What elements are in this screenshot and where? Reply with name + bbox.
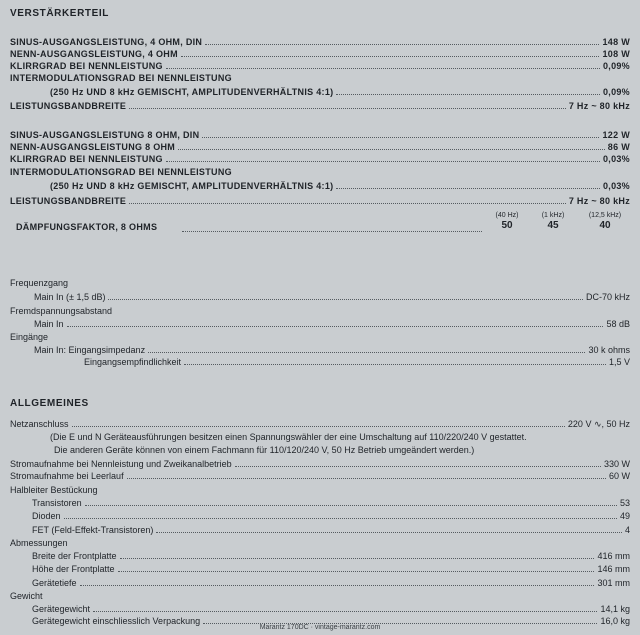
section-heading-amplifier: VERSTÄRKERTEIL — [10, 8, 109, 19]
spec-row — [10, 550, 630, 562]
spec-row — [10, 497, 630, 509]
spec-label: Fremdspannungsabstand — [10, 306, 113, 316]
spec-label: Gerätegewicht einschliesslich Verpackung — [32, 616, 201, 626]
spec-label: KLIRRGRAD BEI NENNLEISTUNG — [10, 154, 163, 164]
spec-value: DC-70 kHz — [585, 292, 630, 302]
spec-row — [10, 470, 630, 482]
spec-label: Breite der Frontplatte — [32, 551, 117, 561]
spec-row — [10, 86, 630, 98]
spec-value: 0,03% — [602, 154, 630, 164]
spec-row — [10, 590, 630, 602]
spec-row — [10, 318, 630, 330]
spec-row — [10, 153, 630, 165]
spec-value: 60 W — [608, 471, 630, 481]
spec-label: Main In — [34, 319, 64, 329]
page-footer: Marantz 170DC · vintage-marantz.com — [259, 624, 381, 631]
spec-label: Gerätetiefe — [32, 578, 77, 588]
spec-value: 330 W — [603, 459, 630, 469]
damping-value: 40 — [599, 220, 611, 231]
spec-label: KLIRRGRAD BEI NENNLEISTUNG — [10, 61, 163, 71]
note-line — [54, 444, 630, 456]
spec-value: 30 k ohms — [588, 345, 630, 355]
spec-label: Dioden — [32, 511, 61, 521]
spec-value: 301 mm — [597, 578, 630, 588]
spec-value: 0,09% — [602, 87, 630, 97]
spec-row — [10, 418, 630, 430]
spec-row — [10, 510, 630, 522]
spec-row — [10, 180, 630, 192]
spec-label: Eingangsempfindlichkeit — [84, 357, 182, 367]
spec-row — [10, 195, 630, 207]
spec-value: 7 Hz ~ 80 kHz — [568, 196, 630, 206]
damping-col-40hz — [482, 212, 532, 231]
spec-value: 86 W — [607, 142, 630, 152]
spec-row — [10, 577, 630, 589]
spec-row — [10, 72, 630, 84]
spec-value: 220 V ∿, 50 Hz — [567, 419, 630, 429]
spec-value: 0,09% — [602, 61, 630, 71]
spec-value: 0,03% — [602, 181, 630, 191]
spec-label: NENN-AUSGANGSLEISTUNG, 4 OHM — [10, 49, 178, 59]
spec-value: 122 W — [602, 130, 630, 140]
spec-label: Transistoren — [32, 498, 82, 508]
damping-value: 45 — [547, 220, 559, 231]
spec-label: NENN-AUSGANGSLEISTUNG 8 OHM — [10, 142, 176, 152]
spec-label: Höhe der Frontplatte — [32, 564, 115, 574]
spec-row — [10, 603, 630, 615]
spec-value: 7 Hz ~ 80 kHz — [568, 101, 630, 111]
damping-freq: (12,5 kHz) — [588, 212, 622, 219]
spec-label: Netzanschluss — [10, 419, 69, 429]
spec-row — [10, 524, 630, 536]
spec-label: Stromaufnahme bei Nennleistung und Zweikanalbetrieb — [10, 459, 232, 469]
damping-value: 50 — [501, 220, 513, 231]
note-text: (Die E und N Geräteausführungen besitzen einen Spannungswähler der eine Umschaltung auf 110/220/240 V gestattet. — [50, 432, 527, 442]
spec-label: (250 Hz UND 8 kHz GEMISCHT, AMPLITUDENVERHÄLTNIS 4:1) — [50, 181, 334, 191]
spec-label: Eingänge — [10, 332, 49, 342]
spec-row — [10, 458, 630, 470]
note-line — [50, 431, 630, 443]
spec-value: 16,0 kg — [600, 616, 630, 626]
spec-row — [10, 484, 630, 496]
spec-label: Main In: Eingangsimpedanz — [34, 345, 146, 355]
spec-row — [10, 48, 630, 60]
spec-label: FET (Feld-Effekt-Transistoren) — [32, 525, 154, 535]
spec-row — [10, 36, 630, 48]
spec-value: 1,5 V — [608, 357, 630, 367]
spec-row — [10, 537, 630, 549]
spec-label: LEISTUNGSBANDBREITE — [10, 101, 127, 111]
spec-value: 58 dB — [606, 319, 630, 329]
spec-label: INTERMODULATIONSGRAD BEI NENNLEISTUNG — [10, 73, 232, 83]
damping-col-12khz — [580, 212, 630, 231]
spec-value: 108 W — [602, 49, 630, 59]
spec-label: Gewicht — [10, 591, 43, 601]
spec-row — [10, 344, 630, 356]
spec-value: 148 W — [602, 37, 630, 47]
damping-freq: (40 Hz) — [495, 212, 519, 219]
spec-value: 14,1 kg — [600, 604, 630, 614]
section-heading-general: ALLGEMEINES — [10, 398, 89, 409]
spec-label: Gerätegewicht — [32, 604, 91, 614]
note-text: Die anderen Geräte können von einem Fachmann für 110/120/240 V, 50 Hz Betrieb umgeändert werden.) — [54, 445, 475, 455]
damping-freq: (1 kHz) — [541, 212, 565, 219]
spec-value: 146 mm — [597, 564, 630, 574]
spec-label: SINUS-AUSGANGSLEISTUNG 8 OHM, DIN — [10, 130, 200, 140]
spec-label: LEISTUNGSBANDBREITE — [10, 196, 127, 206]
spec-row — [10, 305, 630, 317]
spec-value: 53 — [619, 498, 630, 508]
spec-row — [10, 166, 630, 178]
damping-col-1khz — [528, 212, 578, 231]
spec-value: 416 mm — [597, 551, 630, 561]
spec-label: (250 Hz UND 8 kHz GEMISCHT, AMPLITUDENVERHÄLTNIS 4:1) — [50, 87, 334, 97]
spec-value: 49 — [619, 511, 630, 521]
spec-label: Frequenzgang — [10, 278, 69, 288]
spec-row — [10, 141, 630, 153]
spec-label: Main In (± 1,5 dB) — [34, 292, 106, 302]
spec-row — [10, 563, 630, 575]
spec-value: 4 — [624, 525, 630, 535]
spec-label: SINUS-AUSGANGSLEISTUNG, 4 OHM, DIN — [10, 37, 203, 47]
spec-label: Abmessungen — [10, 538, 68, 548]
spec-row — [10, 129, 630, 141]
spec-row — [10, 100, 630, 112]
spec-label: Halbleiter Bestückung — [10, 485, 98, 495]
spec-row — [10, 277, 630, 289]
spec-row — [10, 60, 630, 72]
spec-row — [84, 356, 630, 368]
spec-row — [10, 331, 630, 343]
spec-label: Stromaufnahme bei Leerlauf — [10, 471, 124, 481]
spec-label: INTERMODULATIONSGRAD BEI NENNLEISTUNG — [10, 167, 232, 177]
damping-label: DÄMPFUNGSFAKTOR, 8 OHMS — [16, 222, 158, 232]
spec-row — [10, 291, 630, 303]
